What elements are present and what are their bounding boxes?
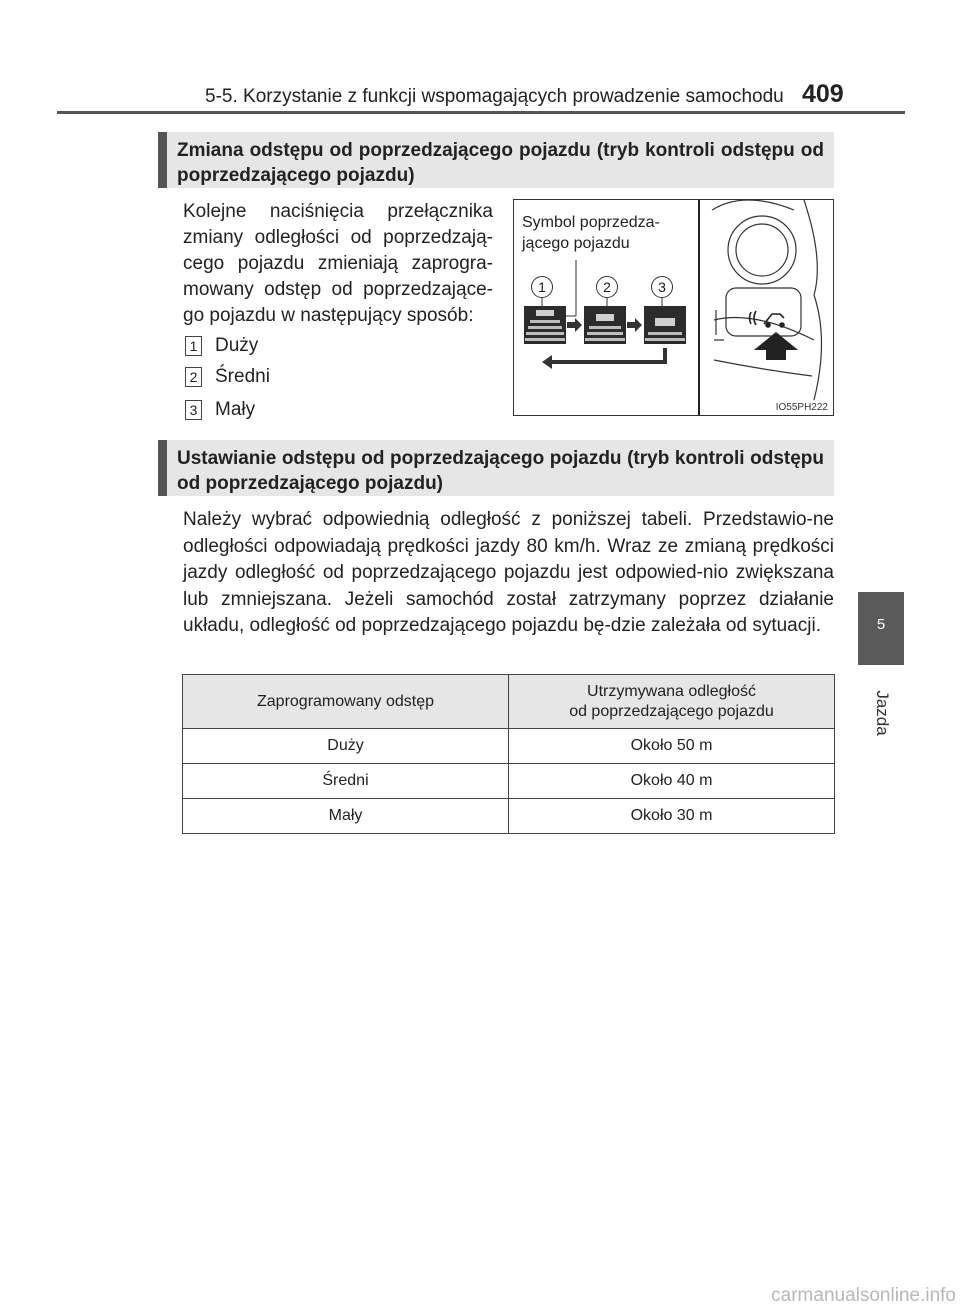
option-item — [185, 397, 255, 423]
arrow-right-icon — [567, 318, 582, 332]
figure-marker: 3 — [651, 276, 673, 298]
figure-caption-line: jącego pojazdu — [522, 235, 630, 252]
illustration-drawing — [514, 200, 834, 416]
distance-switch-symbol — [750, 311, 785, 327]
table-cell: Średni — [183, 764, 509, 799]
vehicle-distance-icon-short — [644, 306, 686, 344]
section1-paragraph: Kolejne naciśnięcia przełącznika zmiany odległości od poprzedzają-cego pojazdu zmieniają zaprogra-mowany odstęp od poprzedzające-go pojazdu w następujący sposób: — [183, 201, 493, 326]
header-divider — [57, 111, 905, 114]
return-arrow-icon — [550, 348, 665, 362]
chapter-label-box — [862, 678, 902, 748]
option-label: Średni — [215, 366, 270, 387]
option-label: Mały — [215, 399, 256, 420]
option-number-box: 1 — [185, 336, 202, 356]
page-number: 409 — [802, 80, 844, 108]
table-header-line: od poprzedzającego pojazdu — [569, 702, 774, 720]
table-cell: Około 30 m — [509, 799, 835, 834]
chapter-tab — [858, 592, 904, 665]
section2-paragraph: Należy wybrać odpowiednią odległość z poniższej tabeli. Przedstawio-ne odległości odpowiadają prędkości jazdy 80 km/h. Wraz ze zmianą prędkości jazdy odległość od poprzedzającego pojazdu jest odpowied-nio zwiększana lub zmniejszana. Jeżeli samochód został zatrzymany poprzez działanie układu, odległość od poprzedzającego pojazdu bę-dzie zależała od sytuacji. — [183, 509, 834, 636]
table-row — [183, 764, 835, 799]
figure-marker: 2 — [596, 276, 618, 298]
section-heading-set-distance: Ustawianie odstępu od poprzedzającego pojazdu (tryb kontroli odstępu od poprzedzającego pojazdu) — [158, 440, 834, 496]
chapter-number: 5 — [876, 616, 886, 633]
option-item — [185, 364, 270, 390]
vehicle-distance-icon-long — [524, 306, 566, 344]
watermark: carmanualsonline.info — [771, 1285, 956, 1306]
table-cell: Około 40 m — [509, 764, 835, 799]
table-cell: Mały — [183, 799, 509, 834]
table-cell: Około 50 m — [509, 729, 835, 764]
vehicle-distance-icon-middle — [584, 306, 626, 344]
chapter-label: Jazda — [873, 690, 892, 736]
arrow-right-icon — [627, 318, 642, 332]
header-title: 5-5. Korzystanie z funkcji wspomagających prowadzenie samochodu — [205, 86, 784, 107]
option-label: Duży — [215, 335, 259, 356]
distance-table — [182, 674, 835, 834]
distance-switch-illustration — [513, 199, 834, 416]
option-item — [185, 333, 258, 359]
table-row — [183, 729, 835, 764]
figure-marker: 1 — [531, 276, 553, 298]
option-number-box: 2 — [185, 367, 202, 387]
section-heading-change-distance: Zmiana odstępu od poprzedzającego pojazdu (tryb kontroli odstępu od poprzedzającego pojazdu) — [158, 132, 834, 188]
option-number-box: 3 — [185, 400, 202, 420]
table-header-cell: Zaprogramowany odstęp — [183, 675, 509, 729]
table-header-row — [183, 675, 835, 729]
figure-image-id: IO55PH222 — [775, 402, 828, 413]
figure-caption-line: Symbol poprzedza- — [522, 214, 660, 231]
table-row — [183, 799, 835, 834]
table-cell: Duży — [183, 729, 509, 764]
arrow-left-icon — [542, 355, 552, 369]
table-header-line: Utrzymywana odległość — [587, 682, 756, 700]
table-header-cell — [509, 675, 835, 729]
steering-wheel-switch-drawing — [712, 200, 822, 400]
